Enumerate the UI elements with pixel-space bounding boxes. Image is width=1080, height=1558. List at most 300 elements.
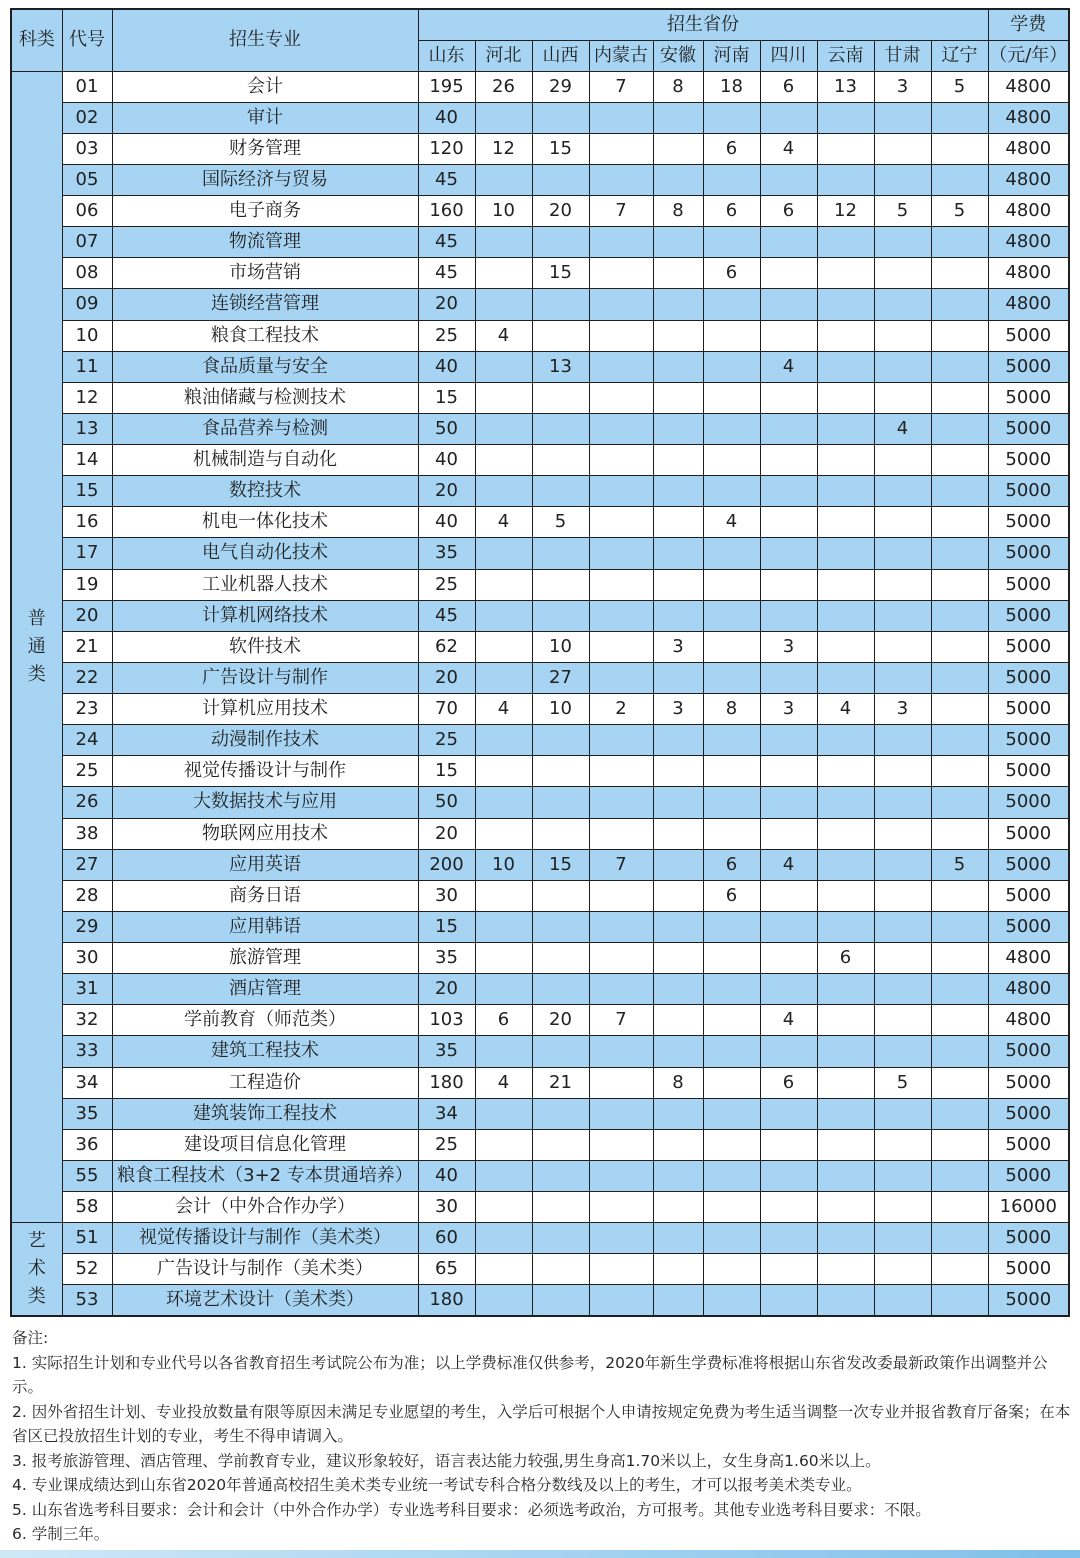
province-count-cell [475, 102, 532, 133]
province-count-cell [874, 725, 931, 756]
province-count-cell [475, 1160, 532, 1191]
province-count-cell [931, 258, 988, 289]
province-count-cell [874, 600, 931, 631]
province-count-cell [817, 382, 874, 413]
province-count-cell [817, 289, 874, 320]
province-count-cell [931, 1005, 988, 1036]
province-count-cell [653, 164, 703, 195]
province-count-cell [532, 164, 589, 195]
province-count-cell: 3 [874, 694, 931, 725]
province-count-cell: 4 [475, 694, 532, 725]
table-row [11, 351, 1069, 382]
province-count-cell [874, 662, 931, 693]
province-count-cell [653, 1285, 703, 1316]
province-count-cell: 15 [532, 849, 589, 880]
province-count-cell: 20 [418, 476, 475, 507]
province-count-cell [653, 351, 703, 382]
province-count-cell [475, 258, 532, 289]
table-row [11, 289, 1069, 320]
province-count-cell [874, 102, 931, 133]
province-count-cell [874, 351, 931, 382]
fee-cell: 5000 [988, 911, 1069, 942]
province-count-cell [817, 1098, 874, 1129]
category-label: 艺术类 [27, 1230, 46, 1307]
header-province: 四川 [760, 40, 817, 71]
province-count-cell [931, 1285, 988, 1316]
province-count-cell: 30 [418, 1192, 475, 1223]
province-count-cell [931, 1160, 988, 1191]
province-count-cell [703, 974, 760, 1005]
province-count-cell: 6 [703, 880, 760, 911]
note-item: 4. 专业课成绩达到山东省2020年普通高校招生美术类专业统一考试专科合格分数线及以上的考生，才可以报考美术类专业。 [12, 1476, 862, 1494]
category-cell [11, 1223, 62, 1316]
province-count-cell [817, 133, 874, 164]
province-count-cell [874, 818, 931, 849]
province-count-cell [874, 974, 931, 1005]
province-count-cell: 5 [931, 196, 988, 227]
code-cell: 12 [62, 382, 112, 413]
province-count-cell: 4 [475, 1067, 532, 1098]
province-count-cell [874, 787, 931, 818]
province-count-cell [703, 382, 760, 413]
province-count-cell [653, 1192, 703, 1223]
province-count-cell [653, 725, 703, 756]
province-count-cell: 10 [475, 196, 532, 227]
code-cell: 51 [62, 1223, 112, 1254]
code-cell: 13 [62, 413, 112, 444]
province-count-cell [653, 974, 703, 1005]
province-count-cell [653, 289, 703, 320]
province-count-cell [931, 445, 988, 476]
fee-cell: 5000 [988, 818, 1069, 849]
code-cell: 33 [62, 1036, 112, 1067]
major-cell: 广告设计与制作（美术类） [112, 1254, 418, 1285]
province-count-cell [653, 756, 703, 787]
province-count-cell [653, 943, 703, 974]
province-count-cell [817, 1285, 874, 1316]
province-count-cell [703, 756, 760, 787]
major-cell: 建筑装饰工程技术 [112, 1098, 418, 1129]
province-count-cell [874, 320, 931, 351]
province-count-cell [653, 849, 703, 880]
fee-cell: 4800 [988, 289, 1069, 320]
province-count-cell [589, 445, 653, 476]
province-count-cell: 8 [653, 1067, 703, 1098]
province-count-cell: 15 [418, 756, 475, 787]
major-cell: 连锁经营管理 [112, 289, 418, 320]
province-count-cell: 20 [418, 818, 475, 849]
province-count-cell [760, 880, 817, 911]
province-count-cell [475, 974, 532, 1005]
province-count-cell [817, 1067, 874, 1098]
province-count-cell: 25 [418, 1129, 475, 1160]
province-count-cell [532, 974, 589, 1005]
code-cell: 55 [62, 1160, 112, 1191]
province-count-cell [817, 725, 874, 756]
province-count-cell [532, 725, 589, 756]
province-count-cell [817, 880, 874, 911]
note-item: 6. 学制三年。 [12, 1525, 110, 1543]
province-count-cell: 12 [817, 196, 874, 227]
major-cell: 电气自动化技术 [112, 538, 418, 569]
province-count-cell: 26 [475, 71, 532, 102]
province-count-cell [817, 351, 874, 382]
province-count-cell [532, 102, 589, 133]
province-count-cell [532, 880, 589, 911]
fee-cell: 16000 [988, 1192, 1069, 1223]
province-count-cell [931, 102, 988, 133]
province-count-cell [703, 569, 760, 600]
fee-cell: 4800 [988, 1005, 1069, 1036]
province-count-cell [703, 538, 760, 569]
fee-cell: 5000 [988, 849, 1069, 880]
province-count-cell [532, 787, 589, 818]
table-row [11, 818, 1069, 849]
province-count-cell [931, 880, 988, 911]
province-count-cell: 8 [703, 694, 760, 725]
province-count-cell [532, 320, 589, 351]
province-count-cell [532, 818, 589, 849]
fee-cell: 4800 [988, 974, 1069, 1005]
province-count-cell [475, 1129, 532, 1160]
province-count-cell [653, 538, 703, 569]
major-cell: 国际经济与贸易 [112, 164, 418, 195]
province-count-cell: 3 [760, 694, 817, 725]
province-count-cell [874, 1036, 931, 1067]
province-count-cell: 3 [653, 631, 703, 662]
province-count-cell: 45 [418, 600, 475, 631]
header-province: 山西 [532, 40, 589, 71]
province-count-cell [874, 227, 931, 258]
province-count-cell: 7 [589, 1005, 653, 1036]
province-count-cell: 40 [418, 102, 475, 133]
province-count-cell [703, 476, 760, 507]
province-count-cell [703, 1160, 760, 1191]
province-count-cell [532, 227, 589, 258]
province-count-cell [475, 351, 532, 382]
major-cell: 软件技术 [112, 631, 418, 662]
header-provinces-group: 招生省份 [418, 9, 988, 40]
province-count-cell [589, 631, 653, 662]
table-row [11, 1036, 1069, 1067]
province-count-cell: 12 [475, 133, 532, 164]
province-count-cell [760, 1223, 817, 1254]
province-count-cell: 4 [874, 413, 931, 444]
province-count-cell [874, 943, 931, 974]
province-count-cell: 50 [418, 413, 475, 444]
province-count-cell [475, 445, 532, 476]
province-count-cell [589, 818, 653, 849]
province-count-cell [760, 569, 817, 600]
province-count-cell: 20 [532, 1005, 589, 1036]
fee-cell: 5000 [988, 694, 1069, 725]
province-count-cell [874, 1192, 931, 1223]
fee-cell: 5000 [988, 880, 1069, 911]
province-count-cell [589, 507, 653, 538]
province-count-cell: 180 [418, 1067, 475, 1098]
major-cell: 电子商务 [112, 196, 418, 227]
province-count-cell: 4 [817, 694, 874, 725]
fee-cell: 4800 [988, 258, 1069, 289]
province-count-cell [817, 600, 874, 631]
province-count-cell [931, 725, 988, 756]
fee-cell: 5000 [988, 320, 1069, 351]
header-category: 科类 [11, 9, 62, 71]
province-count-cell: 5 [931, 849, 988, 880]
province-count-cell [532, 1160, 589, 1191]
province-count-cell: 25 [418, 725, 475, 756]
province-count-cell [653, 445, 703, 476]
table-row [11, 1254, 1069, 1285]
province-count-cell [874, 1160, 931, 1191]
province-count-cell [760, 756, 817, 787]
province-count-cell [760, 1160, 817, 1191]
table-row [11, 1160, 1069, 1191]
fee-cell: 5000 [988, 351, 1069, 382]
header-province: 云南 [817, 40, 874, 71]
code-cell: 02 [62, 102, 112, 133]
province-count-cell: 7 [589, 849, 653, 880]
province-count-cell: 27 [532, 662, 589, 693]
category-label: 普通类 [27, 607, 46, 685]
province-count-cell: 6 [760, 196, 817, 227]
fee-cell: 5000 [988, 1223, 1069, 1254]
province-count-cell: 20 [532, 196, 589, 227]
province-count-cell [817, 662, 874, 693]
province-count-cell [653, 600, 703, 631]
fee-cell: 4800 [988, 133, 1069, 164]
table-row [11, 320, 1069, 351]
table-row [11, 164, 1069, 195]
province-count-cell: 62 [418, 631, 475, 662]
province-count-cell [874, 164, 931, 195]
province-count-cell [874, 1129, 931, 1160]
province-count-cell: 45 [418, 258, 475, 289]
province-count-cell [589, 1067, 653, 1098]
province-count-cell: 40 [418, 351, 475, 382]
province-count-cell [475, 600, 532, 631]
province-count-cell [817, 227, 874, 258]
province-count-cell: 10 [475, 849, 532, 880]
province-count-cell [760, 725, 817, 756]
major-cell: 工业机器人技术 [112, 569, 418, 600]
table-row [11, 227, 1069, 258]
province-count-cell [817, 569, 874, 600]
major-cell: 大数据技术与应用 [112, 787, 418, 818]
table-row [11, 849, 1069, 880]
province-count-cell [760, 413, 817, 444]
province-count-cell [874, 911, 931, 942]
province-count-cell [874, 1098, 931, 1129]
header-province: 河南 [703, 40, 760, 71]
province-count-cell [874, 1005, 931, 1036]
fee-cell: 4800 [988, 71, 1069, 102]
province-count-cell [475, 569, 532, 600]
province-count-cell [475, 943, 532, 974]
province-count-cell [589, 133, 653, 164]
major-cell: 数控技术 [112, 476, 418, 507]
province-count-cell [931, 631, 988, 662]
province-count-cell [653, 1129, 703, 1160]
province-count-cell [931, 1067, 988, 1098]
province-count-cell: 20 [418, 662, 475, 693]
province-count-cell [931, 382, 988, 413]
fee-cell: 5000 [988, 538, 1069, 569]
major-cell: 旅游管理 [112, 943, 418, 974]
province-count-cell: 3 [874, 71, 931, 102]
table-row [11, 538, 1069, 569]
major-cell: 机电一体化技术 [112, 507, 418, 538]
province-count-cell [589, 943, 653, 974]
province-count-cell: 5 [874, 1067, 931, 1098]
province-count-cell [760, 787, 817, 818]
province-count-cell: 120 [418, 133, 475, 164]
province-count-cell [817, 1036, 874, 1067]
fee-cell: 5000 [988, 662, 1069, 693]
code-cell: 38 [62, 818, 112, 849]
province-count-cell: 40 [418, 445, 475, 476]
code-cell: 27 [62, 849, 112, 880]
province-count-cell [653, 320, 703, 351]
fee-cell: 5000 [988, 569, 1069, 600]
fee-cell: 5000 [988, 787, 1069, 818]
major-cell: 粮食工程技术 [112, 320, 418, 351]
province-count-cell: 18 [703, 71, 760, 102]
province-count-cell [703, 1129, 760, 1160]
province-count-cell [703, 164, 760, 195]
province-count-cell [532, 1129, 589, 1160]
province-count-cell [817, 538, 874, 569]
province-count-cell [760, 1036, 817, 1067]
code-cell: 16 [62, 507, 112, 538]
province-count-cell [532, 911, 589, 942]
province-count-cell [475, 725, 532, 756]
province-count-cell: 15 [532, 133, 589, 164]
major-cell: 粮食工程技术（3+2 专本贯通培养） [112, 1160, 418, 1191]
province-count-cell [475, 1036, 532, 1067]
province-count-cell [589, 1160, 653, 1191]
province-count-cell [653, 1098, 703, 1129]
note-item: 2. 因外省招生计划、专业投放数量有限等原因未满足专业愿望的考生，入学后可根据个人申请按规定免费为考生适当调整一次专业并报省教育厅备案；在本省区已投放招生计划的专业，考生不得申请调入。 [12, 1402, 1071, 1445]
province-count-cell [931, 1192, 988, 1223]
province-count-cell [760, 943, 817, 974]
province-count-cell [589, 1254, 653, 1285]
province-count-cell [532, 943, 589, 974]
province-count-cell [589, 756, 653, 787]
major-cell: 审计 [112, 102, 418, 133]
major-cell: 物流管理 [112, 227, 418, 258]
code-cell: 07 [62, 227, 112, 258]
table-row [11, 1005, 1069, 1036]
province-count-cell: 6 [760, 1067, 817, 1098]
province-count-cell [931, 756, 988, 787]
province-count-cell: 6 [703, 133, 760, 164]
province-count-cell [817, 1254, 874, 1285]
code-cell: 09 [62, 289, 112, 320]
province-count-cell [703, 1005, 760, 1036]
fee-cell: 5000 [988, 600, 1069, 631]
province-count-cell: 50 [418, 787, 475, 818]
province-count-cell [703, 943, 760, 974]
fee-cell: 5000 [988, 631, 1069, 662]
code-cell: 23 [62, 694, 112, 725]
province-count-cell [874, 631, 931, 662]
province-count-cell [589, 1036, 653, 1067]
province-count-cell [931, 164, 988, 195]
header-province: 河北 [475, 40, 532, 71]
province-count-cell: 10 [532, 694, 589, 725]
major-cell: 视觉传播设计与制作（美术类） [112, 1223, 418, 1254]
major-cell: 计算机应用技术 [112, 694, 418, 725]
major-cell: 环境艺术设计（美术类） [112, 1285, 418, 1316]
province-count-cell [589, 569, 653, 600]
table-row [11, 413, 1069, 444]
province-count-cell [475, 787, 532, 818]
province-count-cell: 4 [475, 320, 532, 351]
code-cell: 05 [62, 164, 112, 195]
province-count-cell [589, 476, 653, 507]
note-item: 1. 实际招生计划和专业代号以各省教育招生考试院公布为准；以上学费标准仅供参考，2020年新生学费标准将根据山东省发改委最新政策作出调整并公示。 [12, 1353, 1048, 1396]
fee-cell: 4800 [988, 164, 1069, 195]
province-count-cell [532, 1254, 589, 1285]
province-count-cell [703, 445, 760, 476]
major-cell: 食品质量与安全 [112, 351, 418, 382]
major-cell: 粮油储藏与检测技术 [112, 382, 418, 413]
province-count-cell [931, 351, 988, 382]
major-cell: 商务日语 [112, 880, 418, 911]
province-count-cell: 7 [589, 196, 653, 227]
province-count-cell [817, 911, 874, 942]
province-count-cell [874, 569, 931, 600]
province-count-cell: 40 [418, 1160, 475, 1191]
province-count-cell: 5 [931, 71, 988, 102]
province-count-cell [475, 1223, 532, 1254]
province-count-cell: 7 [589, 71, 653, 102]
province-count-cell: 65 [418, 1254, 475, 1285]
province-count-cell [931, 787, 988, 818]
table-row [11, 133, 1069, 164]
province-count-cell [653, 880, 703, 911]
province-count-cell [703, 600, 760, 631]
major-cell: 计算机网络技术 [112, 600, 418, 631]
province-count-cell: 25 [418, 320, 475, 351]
major-cell: 建设项目信息化管理 [112, 1129, 418, 1160]
province-count-cell [817, 1223, 874, 1254]
province-count-cell [532, 382, 589, 413]
province-count-cell [703, 1067, 760, 1098]
province-count-cell [653, 787, 703, 818]
province-count-cell: 5 [874, 196, 931, 227]
province-count-cell: 8 [653, 196, 703, 227]
major-cell: 学前教育（师范类） [112, 1005, 418, 1036]
code-cell: 15 [62, 476, 112, 507]
table-row [11, 102, 1069, 133]
province-count-cell [874, 1285, 931, 1316]
province-count-cell [589, 1285, 653, 1316]
province-count-cell [475, 1285, 532, 1316]
province-count-cell [532, 1192, 589, 1223]
province-count-cell [475, 413, 532, 444]
province-count-cell: 6 [817, 943, 874, 974]
province-count-cell: 40 [418, 507, 475, 538]
table-row [11, 600, 1069, 631]
code-cell: 19 [62, 569, 112, 600]
province-count-cell [653, 507, 703, 538]
major-cell: 广告设计与制作 [112, 662, 418, 693]
province-count-cell: 6 [760, 71, 817, 102]
province-count-cell [703, 102, 760, 133]
province-count-cell [475, 289, 532, 320]
